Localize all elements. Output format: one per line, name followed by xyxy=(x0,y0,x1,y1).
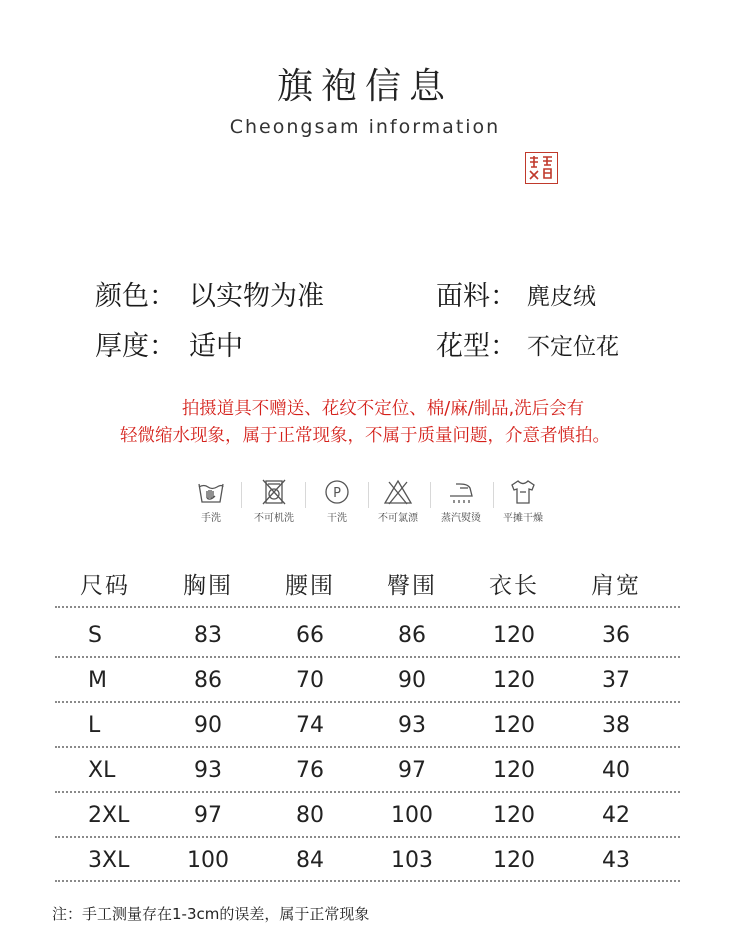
care-item-flat-dry xyxy=(493,478,553,524)
table-cell-size: L xyxy=(88,713,101,738)
table-cell: 103 xyxy=(391,848,433,873)
row-divider xyxy=(55,836,680,838)
footnote: 注：手工测量存在1-3cm的误差，属于正常现象 xyxy=(52,905,370,923)
table-cell: 42 xyxy=(602,803,630,828)
table-cell: 86 xyxy=(398,623,426,648)
hand-wash-icon xyxy=(196,478,226,506)
column-header-shoulder: 肩宽 xyxy=(591,573,641,599)
row-divider xyxy=(55,701,680,703)
table-cell: 84 xyxy=(296,848,324,873)
row-divider xyxy=(55,791,680,793)
column-header-bust: 胸围 xyxy=(183,573,233,599)
table-cell: 97 xyxy=(398,758,426,783)
thickness-value: 适中 xyxy=(189,331,243,362)
table-cell: 120 xyxy=(493,668,535,693)
table-cell: 100 xyxy=(187,848,229,873)
table-cell: 74 xyxy=(296,713,324,738)
care-label: 平摊干燥 xyxy=(503,513,543,524)
care-item-hand-wash xyxy=(181,478,241,524)
table-cell: 86 xyxy=(194,668,222,693)
pattern-label: 花型： xyxy=(436,331,517,362)
notice-line-1: 拍摄道具不赠送、花纹不定位、棉/麻/制品,洗后会有 xyxy=(181,399,585,419)
table-cell: 37 xyxy=(602,668,630,693)
row-divider xyxy=(55,656,680,658)
page-title: 旗袍信息 xyxy=(276,66,453,107)
steam-iron-icon xyxy=(446,478,476,506)
thickness-label: 厚度： xyxy=(95,331,176,362)
dry-clean-icon xyxy=(322,478,352,506)
table-cell: 70 xyxy=(296,668,324,693)
table-cell: 83 xyxy=(194,623,222,648)
svg-text:P: P xyxy=(333,486,341,501)
care-item-no-bleach xyxy=(368,478,428,524)
pattern-value: 不定位花 xyxy=(527,334,619,360)
table-cell: 93 xyxy=(398,713,426,738)
care-label: 不可氯漂 xyxy=(378,513,418,524)
no-bleach-icon xyxy=(383,478,413,506)
table-cell: 90 xyxy=(194,713,222,738)
table-cell: 90 xyxy=(398,668,426,693)
table-cell-size: XL xyxy=(88,758,116,783)
no-machine-wash-icon xyxy=(259,478,289,506)
color-value: 以实物为准 xyxy=(189,281,324,312)
care-label: 干洗 xyxy=(327,513,347,524)
table-cell: 40 xyxy=(602,758,630,783)
flat-dry-icon xyxy=(508,478,538,506)
care-label: 手洗 xyxy=(201,513,221,524)
row-divider xyxy=(55,880,680,882)
care-label: 蒸汽熨烫 xyxy=(441,513,481,524)
care-item-no-machine-wash xyxy=(244,478,304,524)
table-cell: 76 xyxy=(296,758,324,783)
row-divider xyxy=(55,746,680,748)
column-header-size: 尺码 xyxy=(80,573,130,599)
table-cell: 120 xyxy=(493,713,535,738)
table-cell: 38 xyxy=(602,713,630,738)
table-cell: 97 xyxy=(194,803,222,828)
column-header-waist: 腰围 xyxy=(285,573,335,599)
table-cell: 93 xyxy=(194,758,222,783)
table-cell: 120 xyxy=(493,758,535,783)
table-cell: 36 xyxy=(602,623,630,648)
care-label: 不可机洗 xyxy=(254,513,294,524)
table-cell-size: 2XL xyxy=(88,803,130,828)
page-subtitle: Cheongsam information xyxy=(229,116,501,138)
notice-line-2: 轻微缩水现象，属于正常现象，不属于质量问题，介意者慎拍。 xyxy=(120,426,610,446)
table-cell: 100 xyxy=(391,803,433,828)
table-cell: 120 xyxy=(493,848,535,873)
table-cell: 66 xyxy=(296,623,324,648)
table-cell-size: S xyxy=(88,623,102,648)
fabric-value: 麂皮绒 xyxy=(527,284,596,310)
table-cell: 80 xyxy=(296,803,324,828)
color-label: 颜色： xyxy=(95,281,176,312)
table-cell: 43 xyxy=(602,848,630,873)
table-cell-size: M xyxy=(88,668,107,693)
column-header-hip: 臀围 xyxy=(387,573,437,599)
column-header-length: 衣长 xyxy=(489,573,539,599)
care-divider xyxy=(305,482,306,508)
table-cell-size: 3XL xyxy=(88,848,130,873)
table-cell: 120 xyxy=(493,803,535,828)
seal-stamp-icon xyxy=(525,152,558,184)
care-item-steam-iron xyxy=(431,478,491,524)
care-item-dry-clean xyxy=(307,478,367,524)
row-divider xyxy=(55,606,680,608)
table-cell: 120 xyxy=(493,623,535,648)
fabric-label: 面料： xyxy=(436,281,517,312)
care-divider xyxy=(241,482,242,508)
